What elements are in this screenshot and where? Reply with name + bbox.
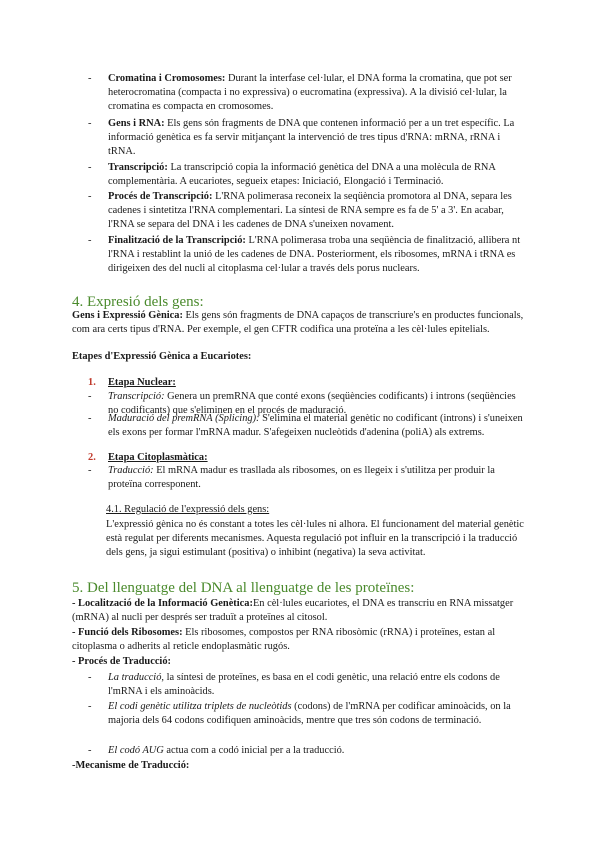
term: - Procés de Traducció:: [72, 656, 171, 667]
paragraph: [72, 626, 532, 654]
bullet-dash: -: [88, 745, 92, 756]
term: Transcripció:: [108, 162, 168, 173]
bullet-dash: -: [88, 191, 92, 202]
term: Cromatina i Cromosomes:: [108, 73, 226, 84]
bullet-dash: -: [88, 672, 92, 683]
list-text: L'RNA polimerasa reconeix la seqüència promotora al DNA, separa les cadenes i sintetitza l'RNA complementari. La síntesi de RNA sempre es fa de 5' a 3'. En acabar, l'RNA se separa del DNA i les cadenes de DNA s'uneixen novament.: [108, 191, 512, 231]
bullet-dash: -: [88, 701, 92, 712]
list-text: L'RNA polimerasa troba una seqüència de finalització, allibera nt l'RNA i restablint la unió de les cadenes de DNA. Posteriorment, els ribosomes, mRNA i tRNA es dirigeixen des del nucli al citoplasma cel·lular a través dels porus nuclears.: [108, 235, 521, 275]
bullet-dash: -: [88, 391, 92, 402]
list-text: El mRNA madur es trasllada als ribosomes, on es llegeix i s'utilitza per produir la proteïna corresponent.: [108, 465, 495, 491]
term: El codi genètic utilitza triplets de nucleòtids: [108, 701, 292, 712]
term: Procés de Transcripció:: [108, 191, 213, 202]
term: El codó AUG: [108, 745, 164, 756]
list-text: (codons) de l'mRNA per codificar aminoàcids, on la majoria dels 64 codons codifiquen aminoàcids, mentre que tres són codons de terminació.: [108, 701, 511, 727]
section-heading: 5. Del llenguatge del DNA al llenguatge de les proteïnes:: [72, 580, 415, 596]
item-title: Etapa Nuclear:: [108, 377, 176, 388]
term: La traducció: [108, 672, 162, 683]
term: Traducció:: [108, 465, 154, 476]
list-text: S'elimina el material genètic no codificant (introns) i s'uneixen els exons per formar l'mRNA madur. S'afegeixen nucleòtids d'adenina (poliA) als extrems.: [108, 413, 523, 439]
term: Maduració del premRNA (Splicing):: [108, 413, 260, 424]
paragraph-text: En cèl·lules eucariotes, el DNA es transcriu en RNA missatger (mRNA) al nucli per després ser traduït a proteïnes al citosol.: [72, 598, 514, 624]
numbered-item: [88, 376, 528, 390]
term: - Localització de la Informació Genètica:: [72, 598, 253, 609]
section-heading: 4. Expresió dels gens:: [72, 294, 204, 310]
list-item: [88, 234, 528, 277]
bullet-dash: -: [88, 465, 92, 476]
list-text: Durant la interfase cel·lular, el DNA forma la cromatina, que pot ser heterocromatina (compacta i no expressiva) o eucromatina (expressiva). A la divisió cel·lular, la cromatina es compacta en cromosomes.: [108, 73, 512, 113]
list-item: [88, 412, 528, 440]
list-item: [88, 464, 528, 492]
list-text: actua com a codó inicial per a la traducció.: [163, 745, 345, 756]
term: -Mecanisme de Traducció:: [72, 760, 190, 771]
stages-title-text: Etapes d'Expressió Gènica a Eucariotes:: [72, 351, 252, 362]
bullet-dash: -: [88, 118, 92, 129]
list-text: Els gens són fragments de DNA que contenen informació per a un tret específic. La informació genètica es fa servir mitjançant la intervenció de tres tipus d'RNA: mRNA, rRNA i tRNA.: [108, 118, 515, 158]
list-item: [88, 117, 528, 160]
item-number: 2.: [88, 452, 96, 463]
paragraph-text: Els gens són fragments de DNA capaços de transcriure's en productes funcionals, com ara certs tipus d'RNA. Per exemple, el gen CFTR codifica una proteïna a les cèl·lules epitelials.: [72, 310, 524, 336]
paragraph: L'expressió gènica no és constant a totes les cèl·lules ni alhora. El funcionament del material genètic està regulat per diferents mecanismes. Aquesta regulació pot influir en la transcripció i la traducció dels gens, ja sigui estimulant (positiva) o inhibint (negativa) la seva activitat.: [106, 519, 524, 559]
list-text: Genera un premRNA que conté exons (seqüències codificants) i introns (seqüències no codificants) que s'eliminen en el procés de maduració.: [108, 391, 516, 417]
list-text: La transcripció copia la informació genètica del DNA a una molècula de RNA complementària. A eucariotes, segueix etapes: Iniciació, Elongació i Terminació.: [108, 162, 496, 188]
term: Gens i RNA:: [108, 118, 165, 129]
term: Finalització de la Transcripció:: [108, 235, 246, 246]
term: Transcripció:: [108, 391, 165, 402]
item-number: 1.: [88, 377, 96, 388]
list-item: [88, 190, 528, 233]
bullet-dash: -: [88, 162, 92, 173]
list-item: [88, 700, 528, 728]
paragraph: [72, 655, 532, 669]
list-text: , la síntesi de proteïnes, es basa en el codi genètic, una relació entre els codons de l'mRNA i els aminoàcids.: [108, 672, 500, 698]
stages-title: [72, 350, 532, 364]
subsection-heading: 4.1. Regulació de l'expressió dels gens:: [106, 504, 270, 515]
list-item: [88, 161, 528, 189]
paragraph: [72, 597, 532, 625]
term: Gens i Expressió Gènica:: [72, 310, 183, 321]
item-title: Etapa Citoplasmàtica:: [108, 452, 208, 463]
list-item: [88, 744, 528, 758]
bullet-dash: -: [88, 73, 92, 84]
paragraph: [72, 759, 532, 773]
term: - Funció dels Ribosomes:: [72, 627, 183, 638]
bullet-dash: -: [88, 413, 92, 424]
paragraph-text: Els ribosomes, compostos per RNA ribosòmic (rRNA) i proteïnes, estan al citoplasma o adherits al reticle endoplasmàtic rugós.: [72, 627, 496, 653]
list-item: [88, 671, 528, 699]
list-item: [88, 72, 528, 115]
bullet-dash: -: [88, 235, 92, 246]
paragraph: [72, 309, 532, 337]
